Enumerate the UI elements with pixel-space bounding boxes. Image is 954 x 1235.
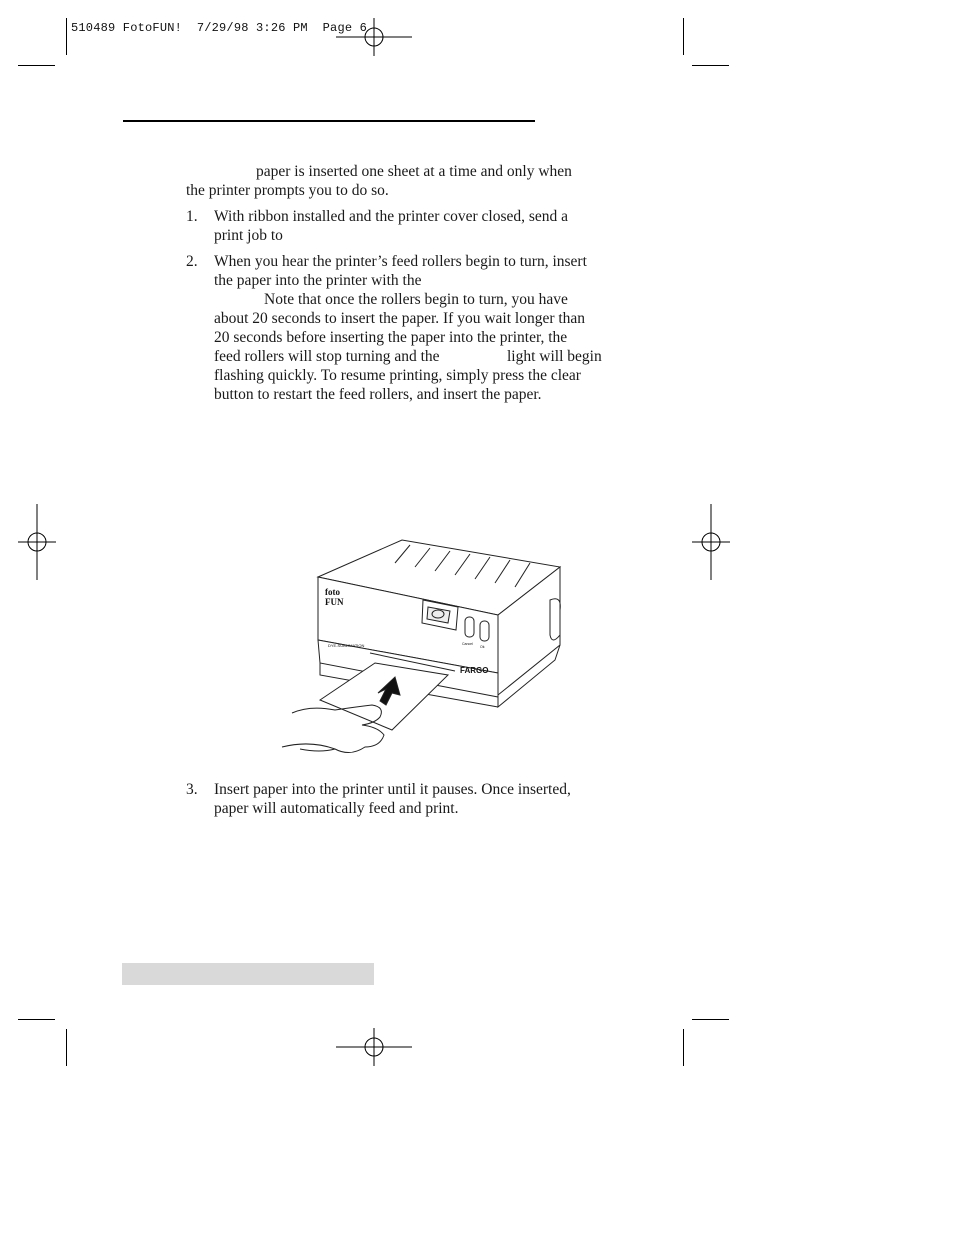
intro-line-1: paper is inserted one sheet at a time and only when	[256, 163, 572, 180]
brand-text: FARGO	[460, 666, 489, 675]
step-2-line-8: button to restart the feed rollers, and insert the paper.	[214, 386, 542, 403]
printer-illustration	[280, 535, 570, 765]
registration-mark-right	[692, 504, 730, 580]
step-1-line-1: With ribbon installed and the printer cover closed, send a	[214, 208, 569, 225]
step-3-number: 3.	[186, 781, 198, 798]
step-2-line-7: flashing quickly. To resume printing, simply press the clear	[214, 367, 581, 384]
step-3-line-2: paper will automatically feed and print.	[214, 800, 459, 817]
step-2-line-6: feed rollers will stop turning and the	[214, 348, 440, 365]
registration-mark-left	[18, 504, 56, 580]
cancel-label: Cancel	[462, 642, 473, 646]
step-2-number: 2.	[186, 253, 198, 270]
print-slug-header: 510489 FotoFUN! 7/29/98 3:26 PM Page 6	[71, 21, 368, 35]
step-2-line-2: the paper into the printer with the	[214, 272, 422, 289]
logo-bottom-text: FUN	[325, 597, 344, 607]
step-2-line-4: about 20 seconds to insert the paper. If you wait longer than	[214, 310, 586, 327]
header-rule	[123, 120, 535, 122]
step-3-line-1: Insert paper into the printer until it pauses. Once inserted,	[214, 781, 571, 798]
registration-mark-bottom	[336, 1028, 414, 1066]
step-2-line-5: 20 seconds before inserting the paper into the printer, the	[214, 329, 568, 346]
intro-line-2: the printer prompts you to do so.	[186, 182, 389, 199]
logo-top-text: foto	[325, 587, 340, 597]
step-2-line-6b: light will begin	[507, 348, 602, 365]
model-text: DYE-SUBLIMATION	[328, 643, 365, 648]
step-2-line-3: Note that once the rollers begin to turn, you have	[264, 291, 568, 308]
step-1-line-2: print job to	[214, 227, 283, 244]
registration-mark-top	[336, 18, 414, 56]
step-1-number: 1.	[186, 208, 198, 225]
footer-bar	[122, 963, 374, 985]
ok-label: Ok	[480, 645, 485, 649]
step-2-line-1: When you hear the printer’s feed rollers begin to turn, insert	[214, 253, 587, 270]
